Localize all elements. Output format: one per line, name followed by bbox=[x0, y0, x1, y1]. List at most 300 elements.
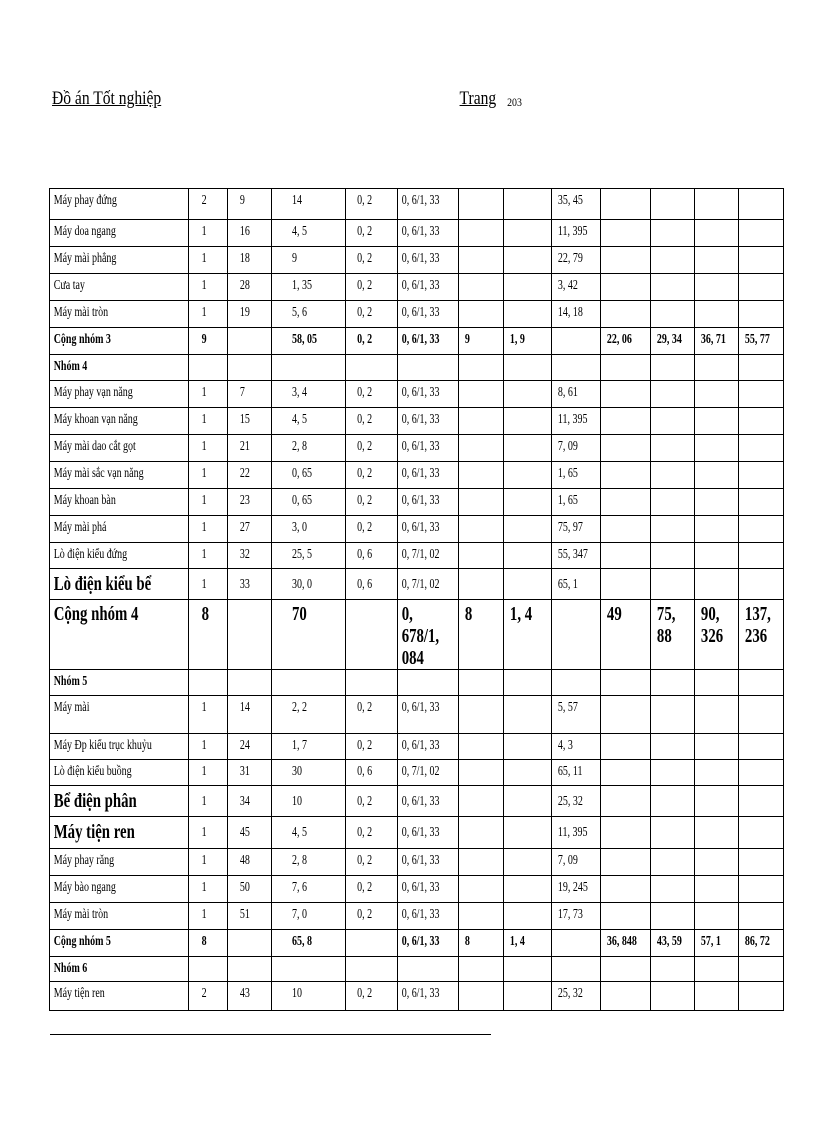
cell-p-col-b bbox=[650, 435, 694, 462]
cell-text bbox=[459, 301, 492, 304]
cell-cos-tan bbox=[397, 696, 458, 734]
cell-text bbox=[601, 876, 637, 879]
cell-text: 1 bbox=[201, 824, 207, 839]
cell-text bbox=[601, 247, 637, 250]
cell-p-col-b bbox=[650, 516, 694, 543]
cell-quantity bbox=[188, 930, 227, 957]
cell-device-name bbox=[50, 247, 189, 274]
cell-cos-tan bbox=[397, 489, 458, 516]
cell-text: 2, 2 bbox=[291, 699, 307, 714]
cell-text: 75, 88 bbox=[656, 603, 676, 647]
cell-cos-tan bbox=[397, 274, 458, 301]
cell-text: Nhóm 6 bbox=[53, 960, 88, 975]
cell-text: 30, 0 bbox=[291, 576, 312, 591]
cell-text: 0, 6/1, 33 bbox=[401, 699, 440, 714]
cell-text: Lò điện kiểu bể bbox=[53, 573, 152, 595]
cell-text bbox=[651, 381, 683, 384]
cell-text: 4, 5 bbox=[291, 223, 307, 238]
cell-text bbox=[739, 903, 772, 906]
cell-text bbox=[459, 462, 492, 465]
cell-p-col-c bbox=[694, 355, 738, 381]
cell-quantity bbox=[188, 381, 227, 408]
cell-text bbox=[695, 696, 727, 699]
cell-text: 31 bbox=[239, 763, 250, 778]
table-row bbox=[50, 543, 784, 569]
cell-text bbox=[739, 247, 772, 250]
cell-text bbox=[739, 435, 772, 438]
cell-p-col-d bbox=[738, 381, 783, 408]
cell-p-col-d bbox=[738, 569, 783, 600]
cell-text bbox=[695, 786, 727, 790]
cell-p-col-b bbox=[650, 876, 694, 903]
cell-p-col-a bbox=[601, 786, 651, 817]
cell-p-col-c bbox=[694, 489, 738, 516]
cell-text: 9 bbox=[239, 192, 245, 207]
cell-n-eff bbox=[458, 876, 503, 903]
cell-text: 70 bbox=[291, 603, 307, 625]
cell-text bbox=[739, 274, 772, 277]
cell-text bbox=[739, 876, 772, 879]
cell-ksd bbox=[345, 543, 397, 569]
cell-text bbox=[695, 849, 727, 852]
cell-ksd bbox=[345, 381, 397, 408]
cell-power bbox=[271, 516, 345, 543]
cell-text bbox=[651, 247, 683, 250]
cell-p-col-d bbox=[738, 670, 783, 696]
cell-cos-tan bbox=[397, 220, 458, 247]
cell-text bbox=[504, 569, 539, 573]
cell-text: 30 bbox=[291, 763, 302, 778]
cell-machine-id bbox=[227, 734, 271, 760]
cell-p-col-c bbox=[694, 569, 738, 600]
cell-p-tb bbox=[551, 247, 601, 274]
cell-text bbox=[504, 670, 539, 673]
cell-cos-tan bbox=[397, 543, 458, 569]
cell-p-col-d bbox=[738, 734, 783, 760]
cell-text bbox=[228, 355, 260, 358]
cell-p-col-d bbox=[738, 543, 783, 569]
table-row bbox=[50, 957, 784, 982]
cell-text bbox=[346, 930, 384, 933]
cell-text: 0, 6/1, 33 bbox=[401, 985, 440, 1000]
cell-text bbox=[739, 355, 772, 358]
cell-text: 0, 2 bbox=[356, 384, 372, 399]
cell-text: 0, 6/1, 33 bbox=[401, 192, 440, 207]
cell-text bbox=[601, 220, 637, 223]
cell-p-tb bbox=[551, 220, 601, 247]
cell-text: 8 bbox=[464, 603, 473, 625]
cell-cos-tan bbox=[397, 301, 458, 328]
cell-text bbox=[695, 355, 727, 358]
cell-text bbox=[739, 462, 772, 465]
cell-ksd bbox=[345, 670, 397, 696]
cell-power bbox=[271, 817, 345, 849]
cell-text: 43, 59 bbox=[656, 933, 682, 948]
cell-text bbox=[504, 381, 539, 384]
cell-text: 2, 8 bbox=[291, 852, 307, 867]
cell-power bbox=[271, 435, 345, 462]
cell-p-tb bbox=[551, 408, 601, 435]
cell-p-col-d bbox=[738, 435, 783, 462]
cell-text: 10 bbox=[291, 793, 302, 808]
cell-quantity bbox=[188, 435, 227, 462]
cell-n-eff bbox=[458, 247, 503, 274]
cell-text: Lò điện kiểu đứng bbox=[53, 546, 128, 561]
cell-text: 0, 6/1, 33 bbox=[401, 906, 440, 921]
table-row bbox=[50, 930, 784, 957]
cell-text bbox=[695, 734, 727, 737]
cell-quantity bbox=[188, 247, 227, 274]
cell-text: Máy mài phá bbox=[53, 519, 107, 534]
table-row bbox=[50, 328, 784, 355]
cell-text bbox=[504, 462, 539, 465]
cell-text bbox=[695, 435, 727, 438]
cell-p-col-a bbox=[601, 569, 651, 600]
cell-text bbox=[504, 220, 539, 223]
cell-power bbox=[271, 982, 345, 1011]
cell-cos-tan bbox=[397, 786, 458, 817]
cell-text: Máy tiện ren bbox=[53, 821, 135, 843]
cell-p-col-c bbox=[694, 408, 738, 435]
cell-p-tb bbox=[551, 189, 601, 220]
cell-cos-tan bbox=[397, 355, 458, 381]
cell-p-col-c bbox=[694, 328, 738, 355]
cell-p-col-c bbox=[694, 760, 738, 786]
cell-text bbox=[504, 189, 539, 192]
cell-text: 7, 6 bbox=[291, 879, 307, 894]
cell-power bbox=[271, 903, 345, 930]
cell-text bbox=[459, 189, 492, 192]
cell-text bbox=[651, 220, 683, 223]
cell-quantity bbox=[188, 569, 227, 600]
cell-text: 22, 79 bbox=[557, 250, 583, 265]
cell-p-col-d bbox=[738, 189, 783, 220]
cell-k-max bbox=[503, 274, 551, 301]
cell-text: 36, 848 bbox=[607, 933, 638, 948]
cell-text: 7 bbox=[239, 384, 245, 399]
cell-ksd bbox=[345, 786, 397, 817]
cell-text bbox=[739, 301, 772, 304]
cell-text: 0, 6/1, 33 bbox=[401, 438, 440, 453]
cell-text: 9 bbox=[291, 250, 297, 265]
cell-text bbox=[346, 670, 384, 673]
cell-text bbox=[228, 957, 260, 960]
cell-machine-id bbox=[227, 328, 271, 355]
cell-machine-id bbox=[227, 849, 271, 876]
cell-text bbox=[504, 982, 539, 985]
cell-ksd bbox=[345, 600, 397, 670]
cell-text: 0, 2 bbox=[356, 852, 372, 867]
cell-text bbox=[601, 734, 637, 737]
cell-p-col-a bbox=[601, 903, 651, 930]
cell-device-name bbox=[50, 462, 189, 489]
cell-text: 65, 1 bbox=[557, 576, 578, 591]
cell-n-eff bbox=[458, 489, 503, 516]
table-row bbox=[50, 435, 784, 462]
cell-p-col-c bbox=[694, 516, 738, 543]
cell-p-col-c bbox=[694, 435, 738, 462]
cell-cos-tan bbox=[397, 930, 458, 957]
cell-text: 22, 06 bbox=[607, 331, 633, 346]
cell-p-col-c bbox=[694, 189, 738, 220]
cell-device-name bbox=[50, 696, 189, 734]
cell-k-max bbox=[503, 600, 551, 670]
cell-power bbox=[271, 274, 345, 301]
cell-p-col-b bbox=[650, 355, 694, 381]
cell-text: 0, 6 bbox=[356, 763, 372, 778]
cell-p-col-a bbox=[601, 516, 651, 543]
cell-text: 65, 11 bbox=[557, 763, 583, 778]
cell-text: 0, 2 bbox=[356, 250, 372, 265]
cell-machine-id bbox=[227, 876, 271, 903]
cell-text bbox=[601, 189, 637, 192]
cell-text bbox=[601, 786, 637, 790]
cell-text: 0, 6 bbox=[356, 576, 372, 591]
cell-p-col-a bbox=[601, 734, 651, 760]
cell-n-eff bbox=[458, 543, 503, 569]
cell-text: 0, 2 bbox=[356, 304, 372, 319]
cell-text: 55, 347 bbox=[557, 546, 588, 561]
cell-text bbox=[504, 435, 539, 438]
cell-k-max bbox=[503, 355, 551, 381]
cell-p-col-a bbox=[601, 220, 651, 247]
cell-text bbox=[651, 301, 683, 304]
cell-ksd bbox=[345, 435, 397, 462]
cell-k-max bbox=[503, 189, 551, 220]
cell-n-eff bbox=[458, 849, 503, 876]
cell-text bbox=[504, 489, 539, 492]
cell-text: 25, 5 bbox=[291, 546, 312, 561]
cell-text bbox=[601, 982, 637, 985]
cell-p-tb bbox=[551, 301, 601, 328]
cell-device-name bbox=[50, 849, 189, 876]
cell-text: 21 bbox=[239, 438, 250, 453]
cell-text bbox=[459, 734, 492, 737]
cell-p-tb bbox=[551, 760, 601, 786]
cell-text bbox=[651, 569, 683, 573]
cell-k-max bbox=[503, 569, 551, 600]
cell-text: 14, 18 bbox=[557, 304, 583, 319]
cell-p-tb bbox=[551, 786, 601, 817]
cell-text: 50 bbox=[239, 879, 250, 894]
cell-text: 0, 6/1, 33 bbox=[401, 933, 440, 948]
cell-text bbox=[695, 516, 727, 519]
cell-power bbox=[271, 408, 345, 435]
cell-text bbox=[601, 849, 637, 852]
footer-rule bbox=[50, 1034, 491, 1035]
cell-text: 11, 395 bbox=[557, 223, 588, 238]
cell-quantity bbox=[188, 760, 227, 786]
cell-power bbox=[271, 786, 345, 817]
cell-p-col-d bbox=[738, 982, 783, 1011]
cell-text bbox=[504, 903, 539, 906]
cell-text bbox=[552, 670, 588, 673]
cell-text bbox=[504, 876, 539, 879]
cell-text: 0, 6/1, 33 bbox=[401, 737, 440, 752]
cell-p-col-a bbox=[601, 247, 651, 274]
cell-text bbox=[739, 696, 772, 699]
cell-cos-tan bbox=[397, 903, 458, 930]
cell-p-col-d bbox=[738, 696, 783, 734]
cell-text: 2 bbox=[201, 985, 207, 1000]
cell-p-col-a bbox=[601, 381, 651, 408]
cell-text: 10 bbox=[291, 985, 302, 1000]
cell-text bbox=[601, 670, 637, 673]
cell-text: 45 bbox=[239, 824, 250, 839]
cell-text: 0, 6/1, 33 bbox=[401, 304, 440, 319]
cell-text bbox=[346, 600, 384, 603]
cell-ksd bbox=[345, 489, 397, 516]
cell-text: 1 bbox=[201, 438, 207, 453]
cell-quantity bbox=[188, 516, 227, 543]
cell-p-tb bbox=[551, 817, 601, 849]
cell-text bbox=[504, 274, 539, 277]
cell-text: 0, 6/1, 33 bbox=[401, 793, 440, 808]
cell-text bbox=[739, 220, 772, 223]
cell-text bbox=[459, 274, 492, 277]
cell-text bbox=[651, 957, 683, 960]
cell-p-col-d bbox=[738, 876, 783, 903]
cell-p-tb bbox=[551, 462, 601, 489]
cell-k-max bbox=[503, 489, 551, 516]
cell-text: 2 bbox=[201, 192, 207, 207]
cell-p-col-a bbox=[601, 301, 651, 328]
cell-text bbox=[695, 982, 727, 985]
cell-text: 1 bbox=[201, 519, 207, 534]
cell-text: 51 bbox=[239, 906, 250, 921]
cell-text bbox=[189, 355, 217, 358]
cell-text: 0, 2 bbox=[356, 277, 372, 292]
table-row bbox=[50, 600, 784, 670]
document-title: Đồ án Tốt nghiệp bbox=[52, 88, 162, 109]
table-row bbox=[50, 516, 784, 543]
cell-text bbox=[651, 462, 683, 465]
cell-text bbox=[398, 957, 442, 960]
cell-p-col-b bbox=[650, 903, 694, 930]
cell-n-eff bbox=[458, 274, 503, 301]
table-row bbox=[50, 489, 784, 516]
cell-p-tb bbox=[551, 930, 601, 957]
cell-machine-id bbox=[227, 600, 271, 670]
cell-device-name bbox=[50, 903, 189, 930]
cell-text: 36, 71 bbox=[700, 331, 726, 346]
cell-p-tb bbox=[551, 516, 601, 543]
table-row bbox=[50, 381, 784, 408]
cell-text: Máy mài tròn bbox=[53, 906, 109, 921]
cell-text: Cộng nhóm 5 bbox=[53, 933, 111, 948]
cell-text bbox=[504, 301, 539, 304]
cell-text bbox=[651, 786, 683, 790]
cell-text: 0, 2 bbox=[356, 492, 372, 507]
cell-p-col-d bbox=[738, 408, 783, 435]
cell-text bbox=[695, 381, 727, 384]
cell-p-col-d bbox=[738, 760, 783, 786]
cell-p-col-d bbox=[738, 355, 783, 381]
cell-text bbox=[504, 247, 539, 250]
cell-text: 1 bbox=[201, 304, 207, 319]
cell-text bbox=[504, 516, 539, 519]
cell-quantity bbox=[188, 957, 227, 982]
cell-p-col-d bbox=[738, 817, 783, 849]
cell-text: 25, 32 bbox=[557, 793, 583, 808]
page-number: 203 bbox=[507, 95, 522, 109]
equipment-load-table bbox=[49, 188, 784, 1011]
cell-p-col-a bbox=[601, 408, 651, 435]
cell-machine-id bbox=[227, 903, 271, 930]
cell-n-eff bbox=[458, 435, 503, 462]
cell-text bbox=[739, 982, 772, 985]
cell-machine-id bbox=[227, 274, 271, 301]
cell-text bbox=[651, 670, 683, 673]
cell-device-name bbox=[50, 516, 189, 543]
cell-quantity bbox=[188, 355, 227, 381]
cell-text: 0, 2 bbox=[356, 192, 372, 207]
cell-ksd bbox=[345, 408, 397, 435]
cell-quantity bbox=[188, 274, 227, 301]
cell-power bbox=[271, 220, 345, 247]
cell-p-tb bbox=[551, 355, 601, 381]
cell-k-max bbox=[503, 301, 551, 328]
cell-p-col-a bbox=[601, 328, 651, 355]
cell-text bbox=[695, 876, 727, 879]
cell-text: 0, 2 bbox=[356, 331, 372, 346]
cell-text: 0, 2 bbox=[356, 438, 372, 453]
cell-machine-id bbox=[227, 696, 271, 734]
cell-k-max bbox=[503, 734, 551, 760]
cell-p-tb bbox=[551, 670, 601, 696]
cell-p-col-a bbox=[601, 696, 651, 734]
cell-power bbox=[271, 328, 345, 355]
cell-text: Lò điện kiểu buồng bbox=[53, 763, 132, 778]
cell-p-col-d bbox=[738, 462, 783, 489]
cell-text bbox=[695, 903, 727, 906]
cell-machine-id bbox=[227, 462, 271, 489]
cell-device-name bbox=[50, 876, 189, 903]
cell-power bbox=[271, 301, 345, 328]
cell-text: 0, 6/1, 33 bbox=[401, 824, 440, 839]
cell-text bbox=[504, 355, 539, 358]
cell-text: 8 bbox=[464, 933, 470, 948]
cell-text: Máy mài sắc vạn năng bbox=[53, 465, 144, 480]
cell-p-col-c bbox=[694, 274, 738, 301]
cell-text bbox=[272, 355, 326, 358]
cell-text: 8 bbox=[201, 933, 207, 948]
cell-text: 0, 2 bbox=[356, 906, 372, 921]
cell-p-col-b bbox=[650, 982, 694, 1011]
cell-text bbox=[459, 786, 492, 790]
cell-text: 0, 2 bbox=[356, 824, 372, 839]
cell-ksd bbox=[345, 957, 397, 982]
cell-k-max bbox=[503, 849, 551, 876]
cell-n-eff bbox=[458, 381, 503, 408]
table-row bbox=[50, 696, 784, 734]
cell-ksd bbox=[345, 760, 397, 786]
cell-text: 1, 4 bbox=[509, 603, 532, 625]
cell-k-max bbox=[503, 247, 551, 274]
cell-text: 90, 326 bbox=[700, 603, 723, 647]
cell-device-name bbox=[50, 189, 189, 220]
cell-text: 0, 2 bbox=[356, 985, 372, 1000]
cell-text: 1, 65 bbox=[557, 465, 578, 480]
cell-p-tb bbox=[551, 569, 601, 600]
cell-text: 0, 6/1, 33 bbox=[401, 519, 440, 534]
cell-device-name bbox=[50, 930, 189, 957]
cell-ksd bbox=[345, 247, 397, 274]
cell-quantity bbox=[188, 817, 227, 849]
cell-power bbox=[271, 381, 345, 408]
cell-cos-tan bbox=[397, 849, 458, 876]
cell-text bbox=[459, 569, 492, 573]
